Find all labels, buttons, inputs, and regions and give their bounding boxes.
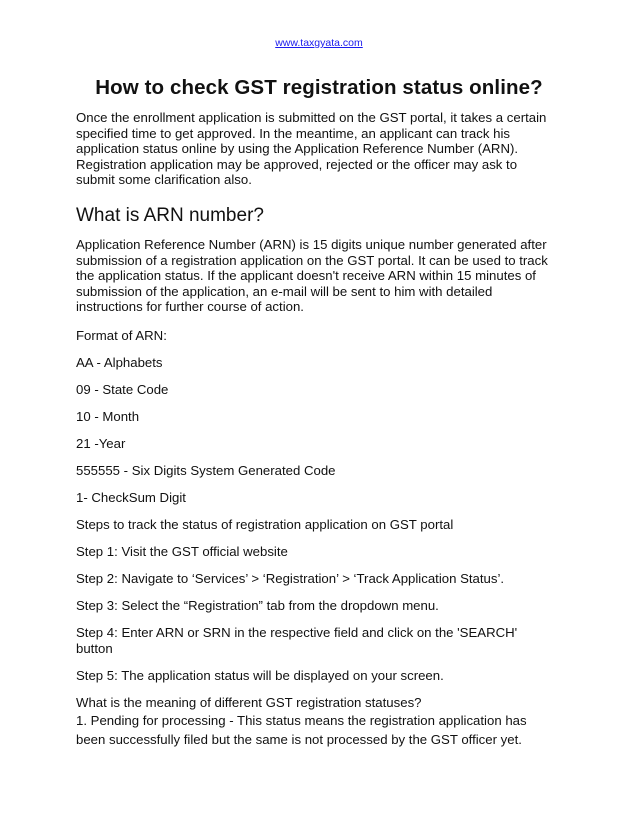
step-item: Step 3: Select the “Registration” tab from the dropdown menu. bbox=[76, 597, 439, 613]
format-item: 10 - Month bbox=[76, 408, 140, 424]
document-body bbox=[76, 110, 556, 749]
format-item: 21 -Year bbox=[76, 435, 126, 451]
arn-paragraph: Application Reference Number (ARN) is 15 digits unique number generated after submission of a registration application on the GST portal. It can be used to track the application status. If the applicant doesn't receive ARN within 15 minutes of submission of the application, an e-mail will be sent to him with detailed instructions for further course of action. bbox=[76, 236, 548, 315]
section-heading-arn: What is ARN number? bbox=[76, 204, 264, 226]
site-link[interactable]: www.taxgyata.com bbox=[275, 37, 363, 49]
step-item: Step 5: The application status will be displayed on your screen. bbox=[76, 667, 444, 683]
format-item: 1- CheckSum Digit bbox=[76, 489, 186, 505]
step-item: Step 4: Enter ARN or SRN in the respective field and click on the 'SEARCH' button bbox=[76, 624, 518, 656]
step-item: Step 2: Navigate to ‘Services’ > ‘Registration’ > ‘Track Application Status’. bbox=[76, 570, 505, 586]
step-item: Step 1: Visit the GST official website bbox=[76, 543, 288, 559]
format-item: 09 - State Code bbox=[76, 381, 169, 397]
intro-paragraph: Once the enrollment application is submitted on the GST portal, it takes a certain specified time to get approved. In the meantime, an applicant can track his application status online by using the Application Reference Number (ARN). Registration application may be approved, rejected or the officer may ask to submit some clarification also. bbox=[76, 110, 547, 188]
steps-intro: Steps to track the status of registration application on GST portal bbox=[76, 516, 454, 532]
status-pending-paragraph: 1. Pending for processing - This status means the registration application has been successfully filed but the same is not processed by the GST officer yet. bbox=[76, 712, 527, 747]
meaning-question: What is the meaning of different GST registration statuses? bbox=[76, 694, 422, 710]
format-label: Format of ARN: bbox=[76, 327, 167, 343]
page-title: How to check GST registration status online? bbox=[95, 76, 543, 99]
format-item: 555555 - Six Digits System Generated Code bbox=[76, 462, 336, 478]
format-item: AA - Alphabets bbox=[76, 354, 163, 370]
